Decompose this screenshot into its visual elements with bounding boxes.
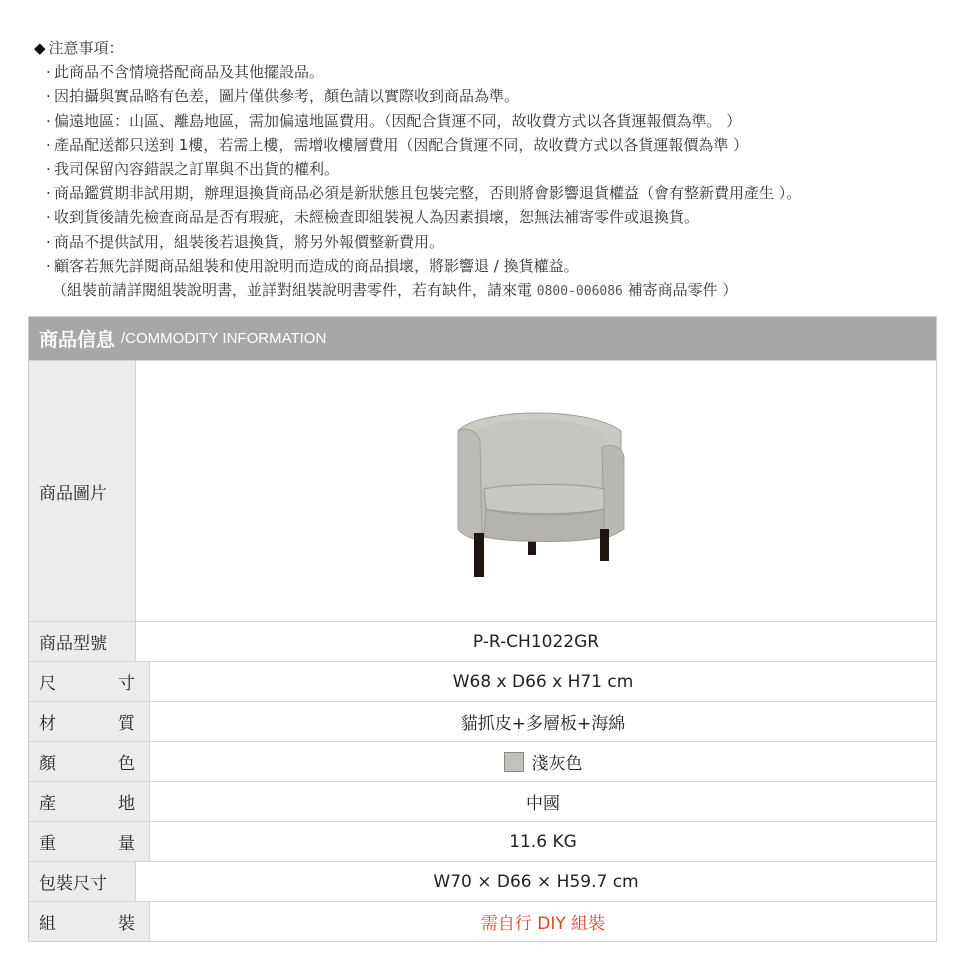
material-value: 貓抓皮+多層板+海綿 bbox=[460, 714, 626, 734]
assembly-label-b: 裝 bbox=[118, 914, 135, 934]
commodity-info-table bbox=[28, 316, 937, 942]
header-subtitle: /COMMODITY INFORMATION bbox=[121, 330, 327, 347]
model-value: P-R-CH1022GR bbox=[472, 631, 600, 652]
assembly-label-a: 組 bbox=[39, 914, 56, 934]
material-label-a: 材 bbox=[39, 714, 56, 734]
size-label bbox=[29, 662, 150, 701]
origin-value: 中國 bbox=[526, 794, 560, 814]
table-row bbox=[29, 781, 936, 821]
notes-section bbox=[34, 36, 934, 304]
note-item: . 產品配送都只送到 1樓，若需上樓，需增收樓層費用（因配合貨運不同，故收費方式以各貨運報價為準 ） bbox=[34, 133, 934, 157]
note-item: . 商品不提供試用，組裝後若退換貨，將另外報價整新費用。 bbox=[34, 230, 934, 254]
footer-suffix: 補寄商品零件 ） bbox=[622, 281, 738, 300]
color-value: 淺灰色 bbox=[531, 754, 583, 774]
weight-label-b: 量 bbox=[118, 834, 135, 854]
model-label: 商品型號 bbox=[29, 622, 136, 661]
note-item: . 因拍攝與實品略有色差，圖片僅供參考，顏色請以實際收到商品為準。 bbox=[34, 84, 934, 108]
note-item: . 偏遠地區：山區、離島地區，需加偏遠地區費用。（因配合貨運不同，故收費方式以各貨運報價為準。 ） bbox=[34, 109, 934, 133]
origin-label bbox=[29, 782, 150, 821]
size-value: W68 x D66 x H71 cm bbox=[452, 671, 634, 692]
table-row bbox=[29, 360, 936, 621]
size-label-b: 寸 bbox=[118, 674, 135, 694]
table-row bbox=[29, 821, 936, 861]
diamond-icon: ◆ bbox=[34, 39, 46, 57]
footer-prefix: （組裝前請詳閱組裝說明書，並詳對組裝說明書零件，若有缺件，請來電 bbox=[52, 281, 537, 300]
origin-label-a: 產 bbox=[39, 794, 56, 814]
color-swatch bbox=[504, 752, 524, 772]
table-row bbox=[29, 621, 936, 661]
package-value: W70 × D66 × H59.7 cm bbox=[433, 871, 639, 892]
service-phone: 0800-006086 bbox=[536, 284, 623, 300]
assembly-value: 需自行 DIY 組裝 bbox=[480, 914, 606, 934]
material-label bbox=[29, 702, 150, 741]
product-image bbox=[136, 361, 936, 621]
weight-label-a: 重 bbox=[39, 834, 56, 854]
table-row bbox=[29, 701, 936, 741]
table-header bbox=[29, 317, 936, 360]
notes-list bbox=[34, 60, 934, 278]
weight-label bbox=[29, 822, 150, 861]
notes-footer bbox=[34, 278, 934, 304]
header-title: 商品信息 bbox=[39, 329, 116, 351]
notes-heading bbox=[34, 36, 934, 60]
table-row bbox=[29, 741, 936, 781]
color-label bbox=[29, 742, 150, 781]
color-label-b: 色 bbox=[118, 754, 135, 774]
image-label: 商品圖片 bbox=[29, 361, 136, 621]
weight-value: 11.6 KG bbox=[509, 831, 577, 852]
note-item: . 此商品不含情境搭配商品及其他擺設品。 bbox=[34, 60, 934, 84]
table-row bbox=[29, 861, 936, 901]
origin-label-b: 地 bbox=[118, 794, 135, 814]
color-label-a: 顏 bbox=[39, 754, 56, 774]
material-label-b: 質 bbox=[118, 714, 135, 734]
table-row bbox=[29, 661, 936, 701]
note-item: . 商品鑑賞期非試用期，辦理退換貨商品必須是新狀態且包裝完整，否則將會影響退貨權益（會有整新費用產生 ）。 bbox=[34, 181, 934, 205]
armchair-illustration bbox=[436, 391, 636, 591]
color-value-cell bbox=[150, 742, 936, 781]
note-item: . 收到貨後請先檢查商品是否有瑕疵，未經檢查即組裝視人為因素損壞，恕無法補寄零件或退換貨。 bbox=[34, 205, 934, 229]
notes-title: 注意事項： bbox=[48, 39, 124, 57]
assembly-label bbox=[29, 902, 150, 941]
size-label-a: 尺 bbox=[39, 674, 56, 694]
table-row bbox=[29, 901, 936, 941]
note-item: . 我司保留內容錯誤之訂單與不出貨的權利。 bbox=[34, 157, 934, 181]
note-item: . 顧客若無先詳閱商品組裝和使用說明而造成的商品損壞，將影響退 / 換貨權益。 bbox=[34, 254, 934, 278]
package-label: 包裝尺寸 bbox=[29, 862, 136, 901]
